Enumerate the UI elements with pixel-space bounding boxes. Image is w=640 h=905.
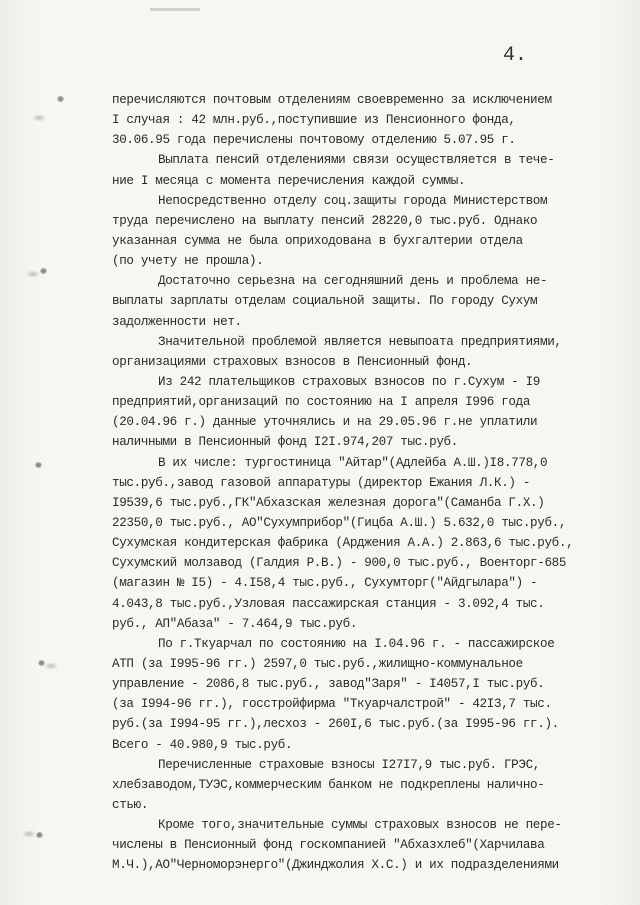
text-line: I случая : 42 млн.руб.,поступившие из Пенсионного фонда, [112,113,516,128]
text-line: Выплата пенсий отделениями связи осуществляется в тече- [158,153,555,168]
scan-mark [22,830,36,838]
text-line: Сухумская кондитерская фабрика (Арджения А.А.) 2.863,6 тыс.руб., [112,536,574,551]
text-line: М.Ч.),АО"Черноморэнерго"(Джинджолия Х.С.) и их подразделениями [112,858,559,873]
text-line: 4.043,8 тыс.руб.,Узловая пассажирская станция - 3.092,4 тыс. [112,596,545,611]
text-line: Достаточно серьезна на сегодняшний день и проблема не- [158,274,548,289]
text-line: Значительной проблемой является невыпоата предприятиями, [158,334,562,349]
text-line: Сухумский молзавод (Галдия Р.В.) - 900,0 тыс.руб., Военторг-685 [112,556,567,571]
text-line: (по учету не прошла). [112,254,264,269]
text-line: хлебзаводом,ТУЭС,коммерческим банком не подкреплены налично- [112,777,545,792]
text-line: I9539,6 тыс.руб.,ГК"Абхазская железная дорога"(Саманба Г.Х.) [112,495,545,510]
text-line: наличными в Пенсионный фонд I2I.974,207 тыс.руб. [112,435,458,450]
text-line: В их числе: тургостиница "Айтар"(Адлейба А.Ш.)I8.778,0 [158,455,548,470]
text-line: Из 242 плательщиков страховых взносов по г.Сухум - I9 [158,374,540,389]
text-line: выплаты зарплаты отделам социальной защиты. По городу Сухум [112,294,538,309]
body-text [112,90,602,875]
text-line: тыс.руб.,завод газовой аппаратуры (директор Ежания Л.К.) - [112,475,531,490]
text-line: руб., АП"Абаза" - 7.464,9 тыс.руб. [112,616,358,631]
scan-mark [44,662,58,670]
text-line: организациями страховых взносов в Пенсионный фонд. [112,354,473,369]
text-line: предприятий,организаций по состоянию на I апреля I996 года [112,395,531,410]
text-line: стью. [112,797,149,812]
punch-hole [40,268,47,274]
text-line: Всего - 40.980,9 тыс.руб. [112,737,293,752]
text-line: руб.(за I994-95 гг.),лесхоз - 260I,6 тыс.руб.(за I995-96 гг.). [112,717,559,732]
punch-hole [57,96,64,102]
text-line: По г.Ткуарчал по состоянию на I.04.96 г. - пассажирское [158,636,555,651]
text-line: труда перечислено на выплату пенсий 28220,0 тыс.руб. Однако [112,213,538,228]
top-edge-smudge [150,8,200,11]
text-line: задолженности нет. [112,314,242,329]
text-line: 30.06.95 года перечислены почтовому отделению 5.07.95 г. [112,133,516,148]
text-line: управление - 2086,8 тыс.руб., завод"Заря" - I4057,I тыс.руб. [112,677,545,692]
text-line: ние I месяца с момента перечисления каждой суммы. [112,173,466,188]
text-line: (магазин № I5) - 4.I58,4 тыс.руб., Сухумторг("Айдгылара") - [112,576,538,591]
text-line: Кроме того,значительные суммы страховых взносов не пере- [158,818,562,833]
punch-hole [36,832,43,838]
text-line: 22350,0 тыс.руб., АО"Сухумприбор"(Гицба А.Ш.) 5.632,0 тыс.руб., [112,515,567,530]
text-line: перечисляются почтовым отделениям своевременно за исключением [112,93,552,107]
page-number: 4. [503,44,528,67]
text-line: Перечисленные страховые взносы I27I7,9 тыс.руб. ГРЭС, [158,757,540,772]
text-line: числены в Пенсионный фонд госкомпанией "Абхазхлеб"(Харчилава [112,838,545,853]
text-line: (20.04.96 г.) данные уточнялись и на 29.05.96 г.не уплатили [112,415,538,430]
scan-mark [32,114,46,122]
text-line: указанная сумма не была оприходована в бухгалтерии отдела [112,233,523,248]
text-line: Непосредственно отделу соц.защиты города Министерством [158,193,548,208]
punch-hole [35,462,42,468]
text-line: АТП (за I995-96 гг.) 2597,0 тыс.руб.,жилищно-коммунальное [112,656,523,671]
scan-mark [26,270,40,278]
text-line: (за I994-96 гг.), госстройфирма "Ткуарчалстрой" - 42I3,7 тыс. [112,697,552,712]
